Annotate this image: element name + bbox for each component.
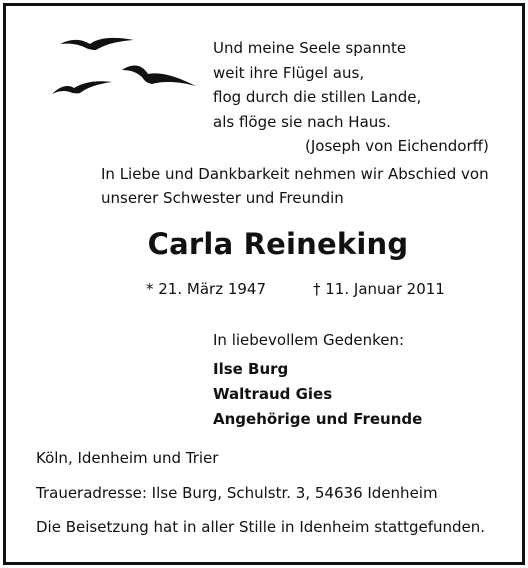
burial-note: Die Beisetzung hat in aller Stille in Idenheim stattgefunden. [36,518,486,536]
poem-line: flog durch die stillen Lande, [213,88,422,106]
poem-author: (Joseph von Eichendorff) [305,137,489,155]
intro-line: unserer Schwester und Freundin [101,189,344,207]
mourner-name: Angehörige und Freunde [213,410,423,428]
poem [213,36,489,159]
intro-text [101,162,489,210]
poem-line: als flöge sie nach Haus. [213,112,391,131]
poem-line: weit ihre Flügel aus, [213,63,365,82]
places-line: Köln, Idenheim und Trier [36,449,219,467]
mourner-name: Waltraud Gies [213,385,333,403]
birds-icon [48,30,198,102]
mourner-name: Ilse Burg [213,360,289,378]
death-date: † 11. Januar 2011 [313,280,445,298]
mourners-list [213,357,422,432]
poem-line: Und meine Seele spannte [213,39,407,57]
intro-line: In Liebe und Dankbarkeit nehmen wir Abschied von [101,165,489,183]
birth-date: * 21. März 1947 [146,280,267,298]
deceased-name: Carla Reineking [147,227,409,261]
gedenken-heading: In liebevollem Gedenken: [213,331,405,349]
mourning-address: Traueradresse: Ilse Burg, Schulstr. 3, 54636 Idenheim [36,484,438,502]
